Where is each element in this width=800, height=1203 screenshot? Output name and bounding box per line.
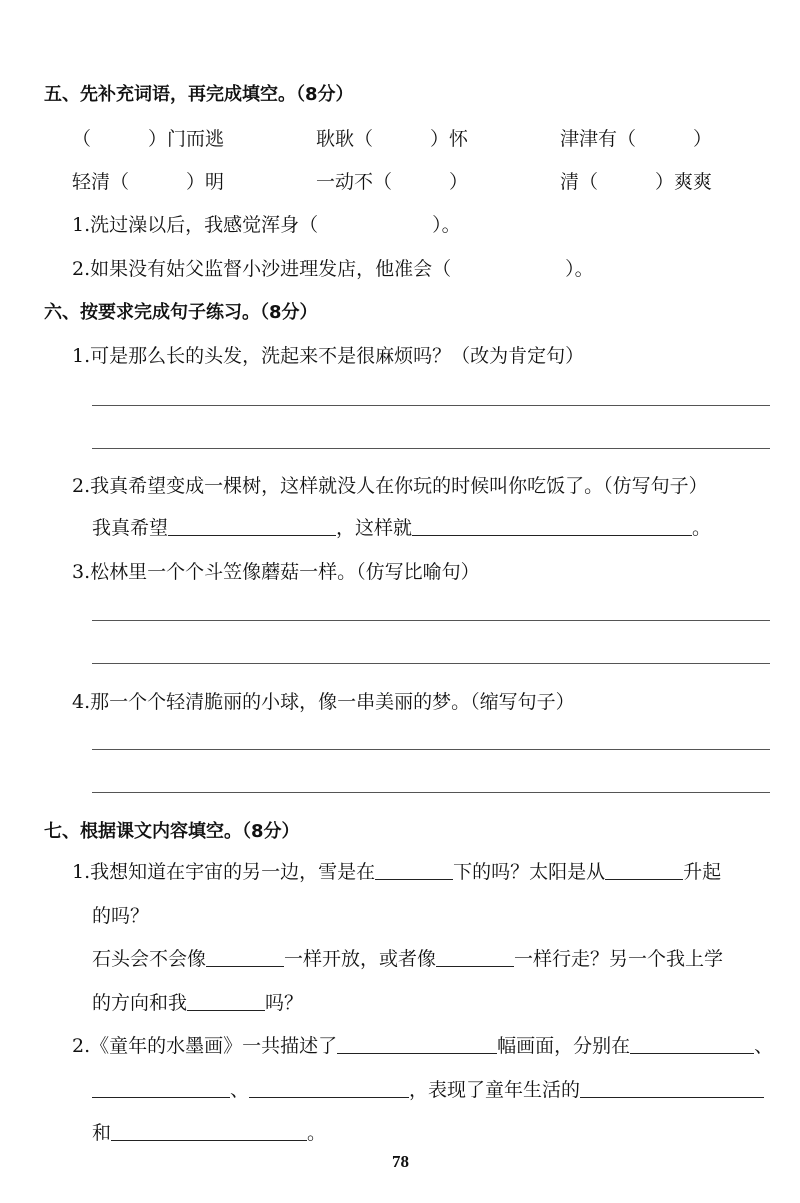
section-5-title: 五、先补充词语，再完成填空。（8分）	[44, 84, 354, 105]
sec5-question-1: 1.洗过澡以后，我感觉浑身（ ）。	[72, 214, 461, 236]
fill-text: 一样开放，或者像	[284, 948, 437, 970]
sec6-question-2: 2.我真希望变成一棵树，这样就没人在你玩的时候叫你吃饭了。（仿写句子）	[72, 475, 708, 497]
fill-blank[interactable]	[249, 1079, 409, 1098]
sec6-question-1: 1.可是那么长的头发，洗起来不是很麻烦吗？（改为肯定句）	[72, 345, 585, 367]
fill-blank[interactable]	[187, 992, 265, 1011]
sec7-question-1-line-1	[72, 857, 721, 884]
sec7-question-1-line-2: 的吗？	[92, 905, 150, 927]
word-item-1: （ ）门而逃	[72, 128, 225, 150]
answer-line[interactable]	[92, 663, 770, 664]
fill-blank[interactable]	[337, 1035, 497, 1054]
fill-blank[interactable]	[630, 1035, 754, 1054]
fill-text: 1.我想知道在宇宙的另一边，雪是在	[72, 861, 376, 883]
section-7-title: 七、根据课文内容填空。（8分）	[44, 821, 300, 842]
fill-text: 我真希望	[92, 517, 169, 539]
word-item-6: 清（ ）爽爽	[560, 171, 713, 193]
sec7-question-2-line-1	[72, 1031, 773, 1058]
fill-blank[interactable]	[605, 861, 683, 880]
fill-text: ，这样就	[336, 517, 413, 539]
fill-blank[interactable]	[375, 861, 453, 880]
fill-text: 和	[92, 1122, 112, 1144]
fill-blank[interactable]	[92, 1079, 230, 1098]
word-item-5: 一动不（ ）	[316, 171, 469, 193]
fill-text: 升起	[683, 861, 722, 883]
answer-line[interactable]	[92, 405, 770, 406]
fill-text: 、	[230, 1079, 250, 1101]
fill-text: 石头会不会像	[92, 948, 207, 970]
fill-blank[interactable]	[111, 1122, 307, 1141]
answer-line[interactable]	[92, 749, 770, 750]
sec7-question-2-line-3	[92, 1118, 326, 1145]
fill-text: 一样行走？另一个我上学	[514, 948, 724, 970]
word-item-3: 津津有（ ）	[560, 128, 713, 150]
fill-blank[interactable]	[206, 948, 284, 967]
word-item-2: 耿耿（ ）怀	[316, 128, 469, 150]
sec6-question-2-fill	[92, 513, 711, 540]
answer-line[interactable]	[92, 792, 770, 793]
fill-text: 下的吗？太阳是从	[453, 861, 606, 883]
answer-line[interactable]	[92, 620, 770, 621]
sec6-question-3: 3.松林里一个个斗笠像蘑菇一样。（仿写比喻句）	[72, 561, 480, 583]
fill-text: ，表现了童年生活的	[409, 1079, 581, 1101]
page-number: 78	[392, 1152, 409, 1171]
sec5-question-2: 2.如果没有姑父监督小沙进理发店，他准会（ ）。	[72, 258, 594, 280]
sec7-question-2-line-2	[92, 1075, 764, 1102]
fill-text: 的方向和我	[92, 992, 188, 1014]
fill-text: 2.《童年的水墨画》一共描述了	[72, 1035, 338, 1057]
word-item-4: 轻清（ ）明	[72, 171, 225, 193]
fill-blank[interactable]	[168, 517, 336, 536]
fill-text: 吗？	[265, 992, 304, 1014]
fill-text: 幅画面，分别在	[497, 1035, 631, 1057]
fill-blank[interactable]	[412, 517, 692, 536]
fill-blank[interactable]	[436, 948, 514, 967]
fill-text: 。	[692, 517, 712, 539]
fill-text: 。	[307, 1122, 327, 1144]
fill-text: 、	[754, 1035, 774, 1057]
sec7-question-1-line-4	[92, 988, 303, 1015]
sec6-question-4: 4.那一个个轻清脆丽的小球，像一串美丽的梦。（缩写句子）	[72, 691, 575, 713]
answer-line[interactable]	[92, 448, 770, 449]
section-6-title: 六、按要求完成句子练习。（8分）	[44, 302, 318, 323]
fill-blank[interactable]	[580, 1079, 764, 1098]
sec7-question-1-line-3	[92, 944, 723, 971]
